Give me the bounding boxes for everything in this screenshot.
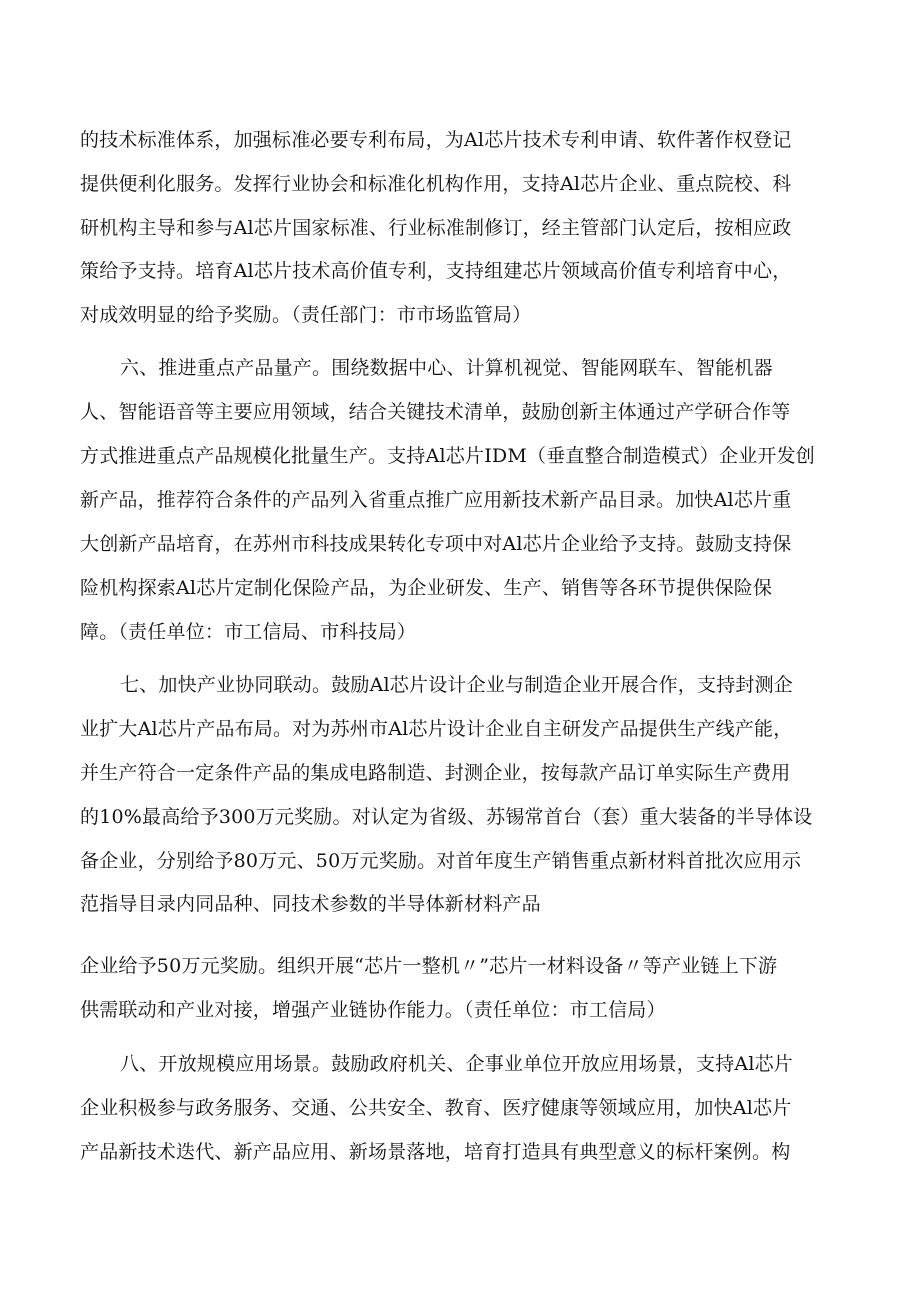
text-line: 方式推进重点产品规模化批量生产。支持Al芯片IDM（垂直整合制造模式）企业开发创 (80, 445, 815, 467)
text-line: 企业给予50万元奖励。组织开展“芯片一整机〃”芯片一材料设备〃等产业链上下游 (80, 955, 778, 977)
text-line: 研机构主导和参与Al芯片国家标准、行业标准制修订，经主管部门认定后，按相应政 (80, 217, 792, 239)
text-line: 产品新技术迭代、新产品应用、新场景落地，培育打造具有典型意义的标杆案例。构 (80, 1141, 791, 1163)
section-heading-line: 八、开放规模应用场景。鼓励政府机关、企事业单位开放应用场景，支持Al芯片 (120, 1053, 793, 1075)
section-heading-line: 六、推进重点产品量产。围绕数据中心、计算机视觉、智能网联车、智能机器 (120, 357, 773, 379)
text-line: 提供便利化服务。发挥行业协会和标准化机构作用，支持Al芯片企业、重点院校、科 (80, 173, 792, 195)
text-line: 供需联动和产业对接，增强产业链协作能力。（责任单位：市工信局） (80, 999, 666, 1021)
text-line: 人、智能语音等主要应用领域，结合关键技术清单，鼓励创新主体通过产学研合作等 (80, 401, 791, 423)
text-line: 新产品，推荐符合条件的产品列入省重点推广应用新技术新产品目录。加快Al芯片重 (80, 489, 792, 511)
text-line: 大创新产品培育，在苏州市科技成果转化专项中对Al芯片企业给予支持。鼓励支持保 (80, 533, 792, 555)
section-heading-line: 七、加快产业协同联动。鼓励Al芯片设计企业与制造企业开展合作，支持封测企 (120, 674, 793, 696)
text-line: 的技术标准体系，加强标准必要专利布局，为Al芯片技术专利申请、软件著作权登记 (80, 129, 792, 151)
text-line: 备企业，分别给予80万元、50万元奖励。对首年度生产销售重点新材料首批次应用示 (80, 850, 802, 872)
text-line: 的10%最高给予300万元奖励。对认定为省级、苏锡常首台（套）重大装备的半导体设 (80, 806, 813, 828)
text-line: 企业积极参与政务服务、交通、公共安全、教育、医疗健康等领域应用，加快Al芯片 (80, 1097, 792, 1119)
text-line: 并生产符合一定条件产品的集成电路制造、封测企业，按每款产品订单实际生产费用 (80, 762, 791, 784)
text-line: 险机构探索Al芯片定制化保险产品，为企业研发、生产、销售等各环节提供保险保 (80, 577, 773, 599)
text-line: 对成效明显的给予奖励。（责任部门：市市场监管局） (80, 304, 532, 326)
text-line: 业扩大Al芯片产品布局。对为苏州市Al芯片设计企业自主研发产品提供生产线产能， (80, 718, 793, 740)
text-line: 策给予支持。培育Al芯片技术高价值专利，支持组建芯片领域高价值专利培育中心， (80, 260, 792, 282)
text-line: 范指导目录内同品种、同技术参数的半导体新材料产品 (80, 893, 541, 915)
text-line: 障。（责任单位：市工信局、市科技局） (80, 621, 417, 643)
